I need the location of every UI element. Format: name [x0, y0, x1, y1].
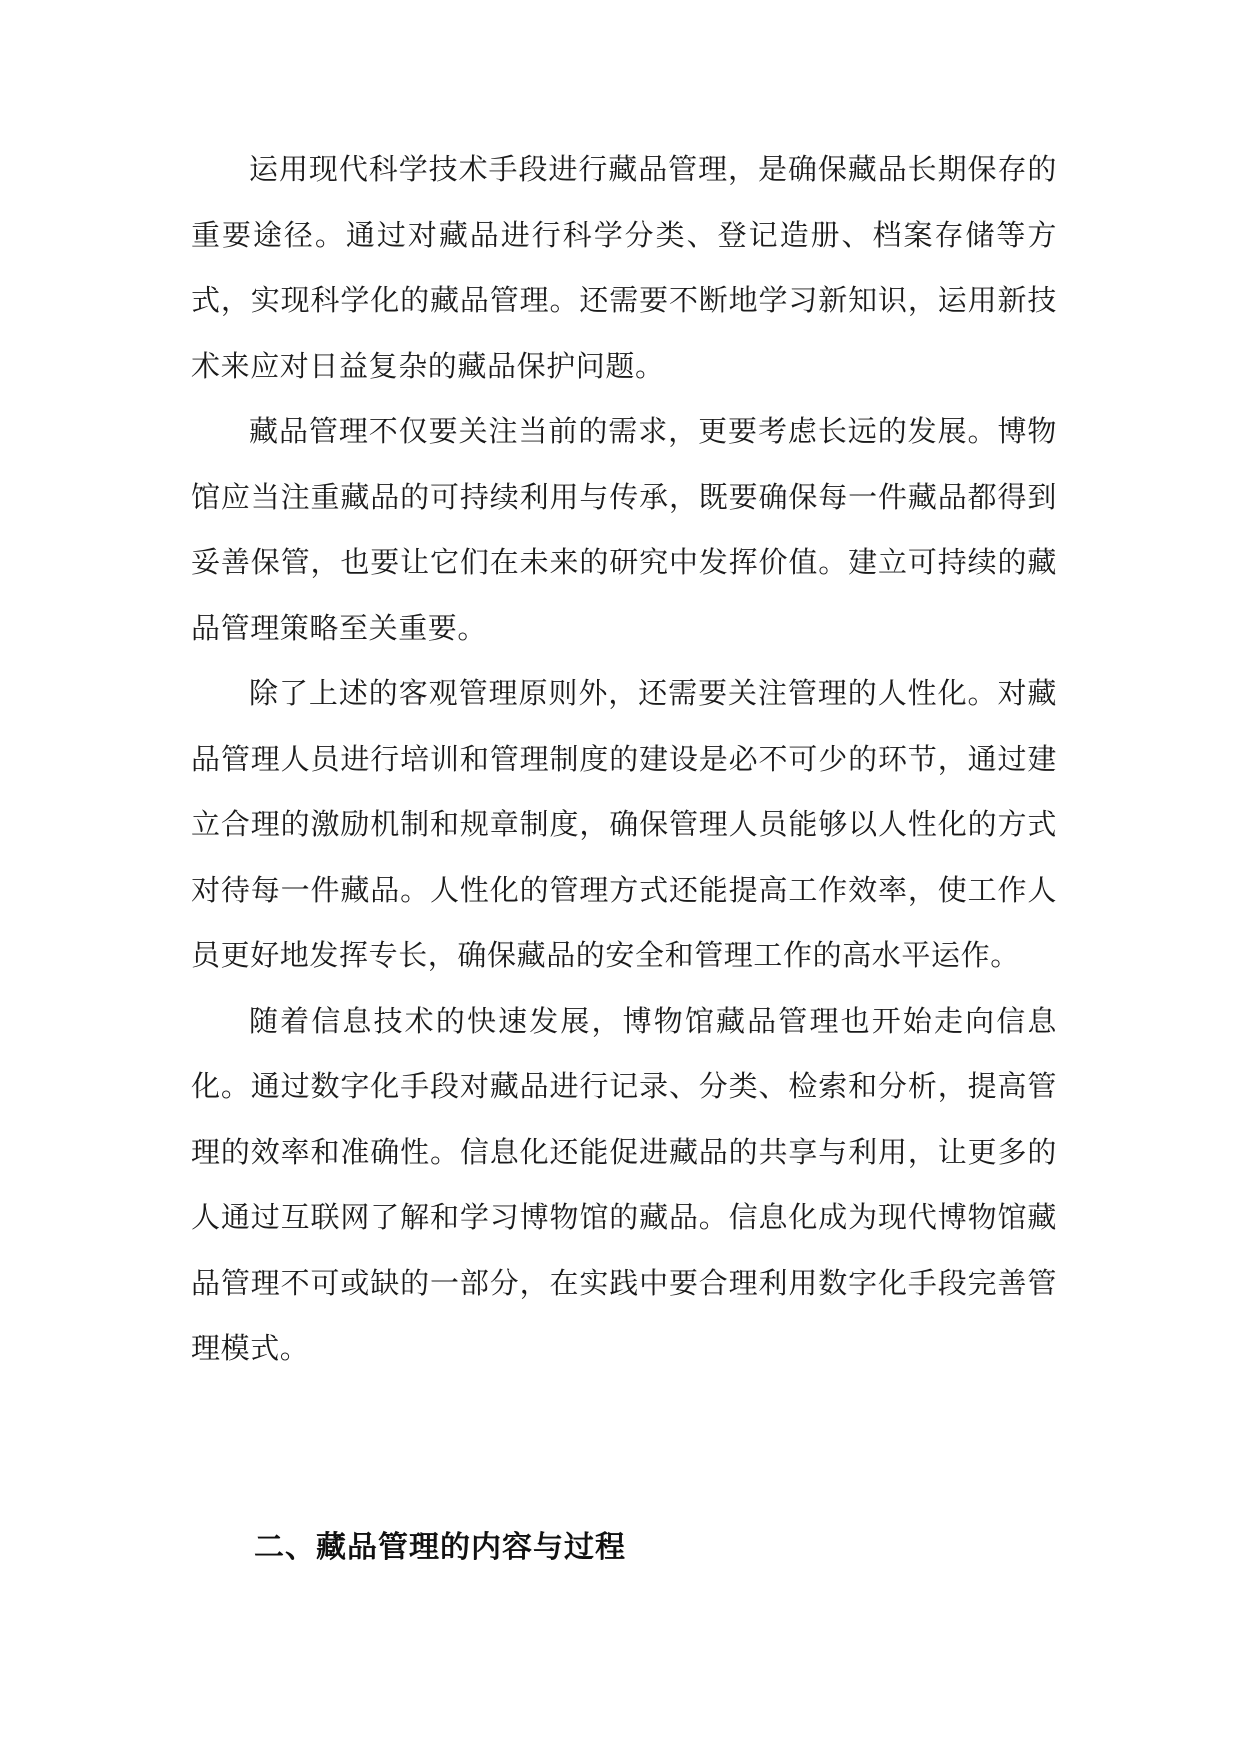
paragraph-informatization: 随着信息技术的快速发展，博物馆藏品管理也开始走向信息化。通过数字化手段对藏品进行记录、分类、检索和分析，提高管理的效率和准确性。信息化还能促进藏品的共享与利用，让更多的人通过互联网了解和学习博物馆的藏品。信息化成为现代博物馆藏品管理不可或缺的一部分，在实践中要合理利用数字化手段完善管理模式。 — [191, 1003, 1057, 1365]
paragraph-technology: 运用现代科学技术手段进行藏品管理，是确保藏品长期保存的重要途径。通过对藏品进行科学分类、登记造册、档案存储等方式，实现科学化的藏品管理。还需要不断地学习新知识，运用新技术来应对日益复杂的藏品保护问题。 — [191, 152, 1057, 383]
document-body — [191, 137, 1057, 1382]
paragraph-sustainability: 藏品管理不仅要关注当前的需求，更要考虑长远的发展。博物馆应当注重藏品的可持续利用与传承，既要确保每一件藏品都得到妥善保管，也要让它们在未来的研究中发挥价值。建立可持续的藏品管理策略至关重要。 — [191, 414, 1057, 645]
section-heading: 二、藏品管理的内容与过程 — [254, 1530, 626, 1565]
paragraph-humanization: 除了上述的客观管理原则外，还需要关注管理的人性化。对藏品管理人员进行培训和管理制度的建设是必不可少的环节，通过建立合理的激励机制和规章制度，确保管理人员能够以人性化的方式对待每一件藏品。人性化的管理方式还能提高工作效率，使工作人员更好地发挥专长，确保藏品的安全和管理工作的高水平运作。 — [191, 676, 1057, 972]
